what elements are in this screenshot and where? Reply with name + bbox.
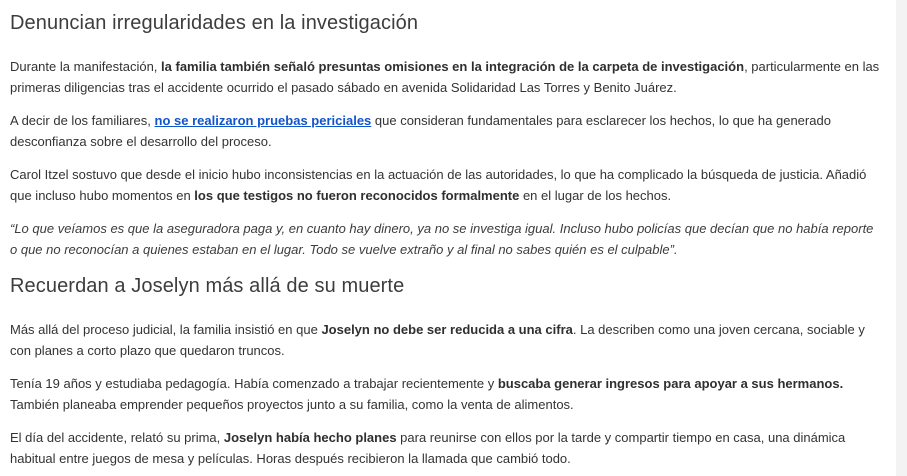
paragraph-text: También planeaba emprender pequeños proyectos junto a su familia, como la venta de alimentos. bbox=[10, 397, 574, 412]
paragraph-text: en el lugar de los hechos. bbox=[519, 188, 672, 203]
paragraph-bold-text: Joselyn no debe ser reducida a una cifra bbox=[321, 322, 573, 337]
paragraph-carpeta bbox=[10, 56, 882, 98]
paragraph-text: Más allá del proceso judicial, la familia insistió en que bbox=[10, 322, 322, 337]
paragraph-bold-text: los que testigos no fueron reconocidos formalmente bbox=[194, 188, 520, 203]
paragraph-text: , particularmente en las primeras diligencias tras el accidente ocurrido el pasado sábado en avenida Solidaridad Las Torres y Benito Juárez. bbox=[10, 59, 880, 95]
paragraph-pedagogia bbox=[10, 373, 882, 415]
paragraph-planes bbox=[10, 427, 882, 469]
paragraph-text: Durante la manifestación, bbox=[10, 59, 162, 74]
paragraph-text: . La describen como una joven cercana, sociable y con planes a corto plazo que quedaron truncos. bbox=[10, 322, 865, 358]
paragraph-bold-text: Joselyn había hecho planes bbox=[223, 430, 397, 445]
paragraph-bold-text: buscaba generar ingresos para apoyar a sus hermanos. bbox=[497, 376, 844, 391]
paragraph-text: para reunirse con ellos por la tarde y compartir tiempo en casa, una dinámica habitual entre juegos de mesa y películas. Horas después recibieron la llamada que cambió todo. bbox=[10, 430, 846, 466]
pruebas-periciales-link[interactable]: no se realizaron pruebas periciales bbox=[154, 113, 372, 128]
section-heading-recuerdan: Recuerdan a Joselyn más allá de su muerte bbox=[10, 275, 405, 297]
quote-paragraph: “Lo que veíamos es que la aseguradora paga y, en cuanto hay dinero, ya no se investiga igual. Incluso hubo policías que decían que no había reporte o que no reconocían a quienes estaban en el lugar. Todo se vuelve extraño y al final no sabes quién es el culpable”. bbox=[10, 221, 874, 257]
paragraph-testigos bbox=[10, 164, 882, 206]
section-heading-irregularidades: Denuncian irregularidades en la investigación bbox=[10, 12, 419, 34]
paragraph-text: Carol Itzel sostuvo que desde el inicio hubo inconsistencias en la actuación de las autoridades, lo que ha complicado la búsqueda de justicia. Añadió que incluso hubo momentos en bbox=[10, 167, 867, 203]
paragraph-pruebas bbox=[10, 110, 882, 152]
paragraph-text: Tenía 19 años y estudiaba pedagogía. Había comenzado a trabajar recientemente y bbox=[10, 376, 498, 391]
scrollbar-track[interactable] bbox=[896, 0, 907, 476]
paragraph-text: A decir de los familiares, bbox=[10, 113, 155, 128]
paragraph-text: El día del accidente, relató su prima, bbox=[10, 430, 224, 445]
paragraph-bold-text: la familia también señaló presuntas omisiones en la integración de la carpeta de investigación bbox=[161, 59, 745, 74]
paragraph-cifra bbox=[10, 319, 882, 361]
paragraph-text: que consideran fundamentales para esclarecer los hechos, lo que ha generado desconfianza sobre el desarrollo del proceso. bbox=[10, 113, 831, 149]
